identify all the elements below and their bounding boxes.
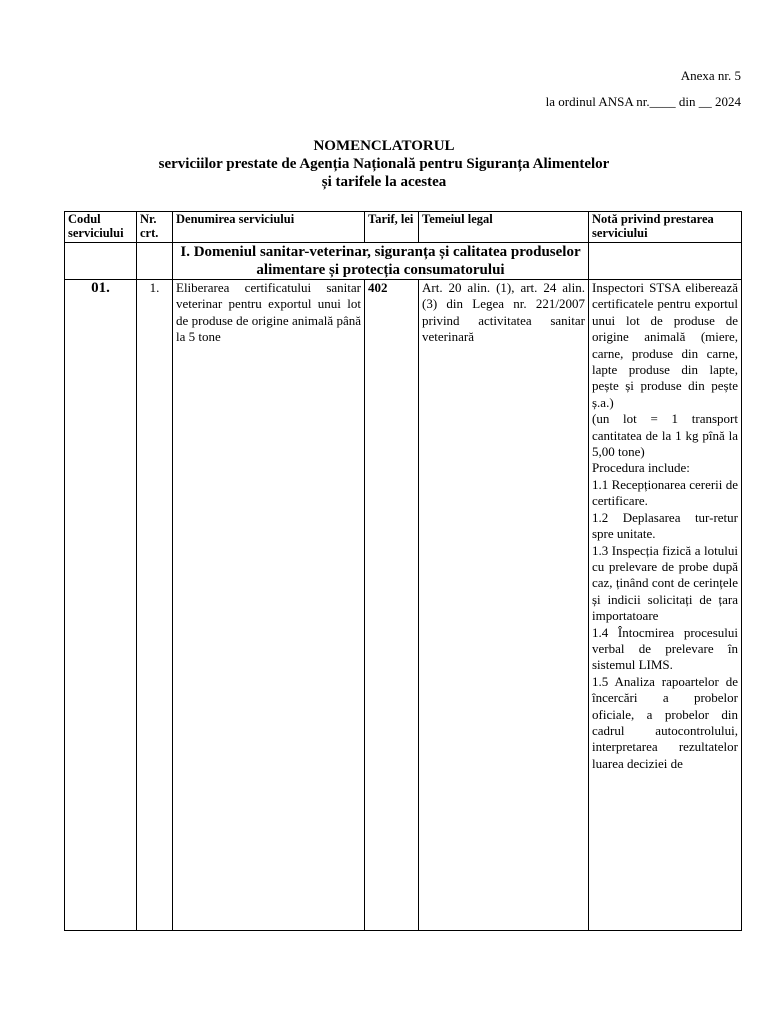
note-paragraph: 1.1 Recepționarea cererii de certificare. [592, 476, 738, 509]
document-title [64, 137, 704, 191]
service-name: Eliberarea certificatului sanitar veterinar pentru exportul unui lot de produse de origine animală până la 5 tone [173, 280, 365, 931]
title-line-2: serviciilor prestate de Agenția Națională pentru Siguranța Alimentelor [158, 156, 610, 172]
note-paragraph: Inspectori STSA eliberează certificatele pentru exportul unui lot de produse de origine animală (miere, carne, produse din carne, lapte produse din lapte, pește și produse din pește ș.a.) [592, 280, 738, 410]
note-paragraph: 1.3 Inspecția fizică a lotului cu prelevare de probe după caz, ținând cont de cerințele și indicii solicitați de țara importatoare [592, 542, 738, 624]
table-row [65, 280, 742, 931]
section-empty-cell [589, 243, 742, 280]
title-line-1: NOMENCLATORUL [313, 138, 455, 154]
section-row [65, 243, 742, 280]
section-empty-cell [137, 243, 173, 280]
table-header-row [65, 212, 742, 243]
legal-basis: Art. 20 alin. (1), art. 24 alin. (3) din Legea nr. 221/2007 privind activitatea sanitar veterinară [419, 280, 589, 931]
note-paragraph: 1.4 Întocmirea procesului verbal de prelevare în sistemul LIMS. [592, 624, 738, 673]
section-title: I. Domeniul sanitar-veterinar, siguranța și calitatea produselor alimentare și protecția consumatorului [173, 243, 589, 280]
order-reference: la ordinul ANSA nr.____ din __ 2024 [545, 94, 741, 109]
section-empty-cell [65, 243, 137, 280]
service-note [589, 280, 742, 931]
note-paragraph: 1.2 Deplasarea tur-retur spre unitate. [592, 509, 738, 542]
col-header-nr: Nr. crt. [137, 212, 173, 243]
col-header-legal: Temeiul legal [419, 212, 589, 243]
note-paragraph: 1.5 Analiza rapoartelor de încercări a probelor oficiale, a probelor din cadrul autocontrolului, interpretarea rezultatelor luarea deciziei de [592, 673, 738, 771]
annex-number: Anexa nr. 5 [680, 68, 741, 83]
col-header-tarif: Tarif, lei [365, 212, 419, 243]
col-header-note: Notă privind prestarea serviciului [589, 212, 742, 243]
col-header-code: Codul serviciului [65, 212, 137, 243]
note-paragraph: (un lot = 1 transport cantitatea de la 1 kg pînă la 5,00 tone) [592, 411, 738, 460]
services-table [64, 211, 742, 931]
title-line-3: și tarifele la acestea [321, 174, 447, 190]
row-number: 1. [137, 280, 173, 931]
service-code: 01. [65, 280, 137, 931]
note-paragraph: Procedura include: [592, 460, 690, 476]
col-header-name: Denumirea serviciului [173, 212, 365, 243]
service-tarif: 402 [365, 280, 419, 931]
